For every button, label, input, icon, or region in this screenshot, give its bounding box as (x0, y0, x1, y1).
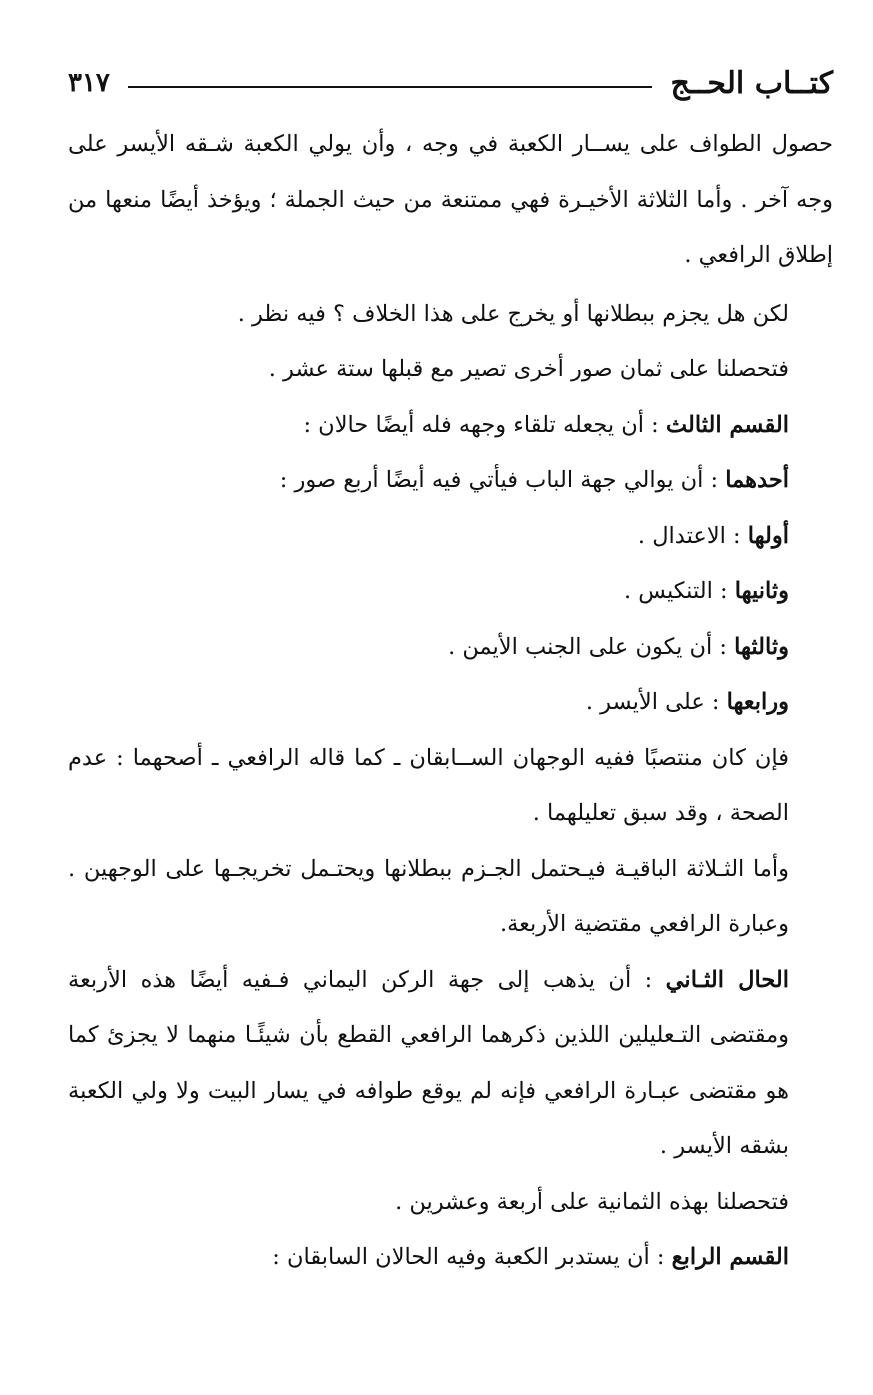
paragraph-14 (68, 1230, 833, 1286)
paragraph-7 (68, 564, 833, 620)
paragraph-8 (68, 620, 833, 676)
section-heading-fourth: القسم الرابع (671, 1244, 789, 1270)
running-title: كتــاب الحــج (670, 65, 833, 101)
page-number: ٣١٧ (68, 68, 110, 98)
paragraph-9 (68, 675, 833, 731)
paragraph-14-text: : أن يستدبر الكعبة وفيه الحالان السابقان : (272, 1244, 672, 1270)
paragraph-13-text: فتحصلنا بهذه الثمانية على أربعة وعشرين . (395, 1188, 789, 1215)
paragraph-9-heading: ورابعها (726, 689, 789, 715)
paragraph-2 (68, 287, 833, 343)
paragraph-11-text: وأما الثـلاثة الباقيـة فيـحتمل الجـزم ببطلانها ويحتـمل تخريجـها على الوجهين . وعبارة الرافعي مقتضية الأربعة. (68, 855, 789, 937)
paragraph-8-text: : أن يكون على الجنب الأيمن . (448, 633, 735, 660)
paragraph-2-text: لكن هل يجزم ببطلانها أو يخرج على هذا الخلاف ؟ فيه نظر . (237, 300, 789, 327)
paragraph-12 (68, 953, 833, 1175)
paragraph-3 (68, 342, 833, 398)
paragraph-13 (68, 1175, 833, 1231)
paragraph-1 (68, 117, 833, 284)
paragraph-12-text: : أن يذهب إلى جهة الركن اليماني فـفيه أيضًا هذه الأربعة ومقتضى التـعليلين اللذين ذكرهما الرافعي القطع بأن شيئًـا منهما لا يجزئ كما هو مقتضى عبـارة الرافعي فإنه لم يوقع طوافه في يسار البيت ولا ولي الكعبة بشقه الأيسر . (68, 966, 789, 1159)
paragraph-8-heading: وثالثها (734, 633, 789, 660)
paragraph-5-heading: أحدهما (725, 467, 789, 493)
paragraph-10-text: فإن كان منتصبًا ففيه الوجهان الســابقان ـ كما قاله الرافعي ـ أصحهما : عدم الصحة ، وقد سبق تعليلهما . (68, 744, 789, 826)
section-heading-second-state: الحال الثـاني (665, 966, 789, 993)
paragraph-6-heading: أولها (747, 522, 789, 549)
paragraph-6-text: : الاعتدال . (637, 522, 748, 549)
paragraph-7-text: : التنكيس . (623, 578, 735, 604)
header-rule (128, 86, 653, 88)
paragraph-7-heading: وثانيها (734, 578, 789, 604)
paragraph-10 (68, 731, 833, 842)
paragraph-3-text: فتحصلنا على ثمان صور أخرى تصير مع قبلها ستة عشر . (268, 356, 789, 382)
page-header (68, 60, 833, 106)
paragraph-1-text: حصول الطواف على يســار الكعبة في وجه ، وأن يولي الكعبة شـقه الأيسر على وجه آخر . وأما الثلاثة الأخيـرة فهي ممتنعة من حيث الجملة ؛ ويؤخذ أيضًا منعها من إطلاق الرافعي . (68, 131, 833, 268)
page-body (68, 117, 833, 1286)
paragraph-5-text: : أن يوالي جهة الباب فيأتي فيه أيضًا أربع صور : (279, 467, 726, 493)
paragraph-9-text: : على الأيسر . (585, 689, 727, 715)
paragraph-11 (68, 842, 833, 953)
paragraph-5 (68, 453, 833, 509)
paragraph-4-text: : أن يجعله تلقاء وجهه فله أيضًا حالان : (303, 411, 666, 438)
paragraph-4 (68, 398, 833, 454)
paragraph-6 (68, 509, 833, 565)
section-heading-third: القسم الثالث (665, 411, 789, 438)
